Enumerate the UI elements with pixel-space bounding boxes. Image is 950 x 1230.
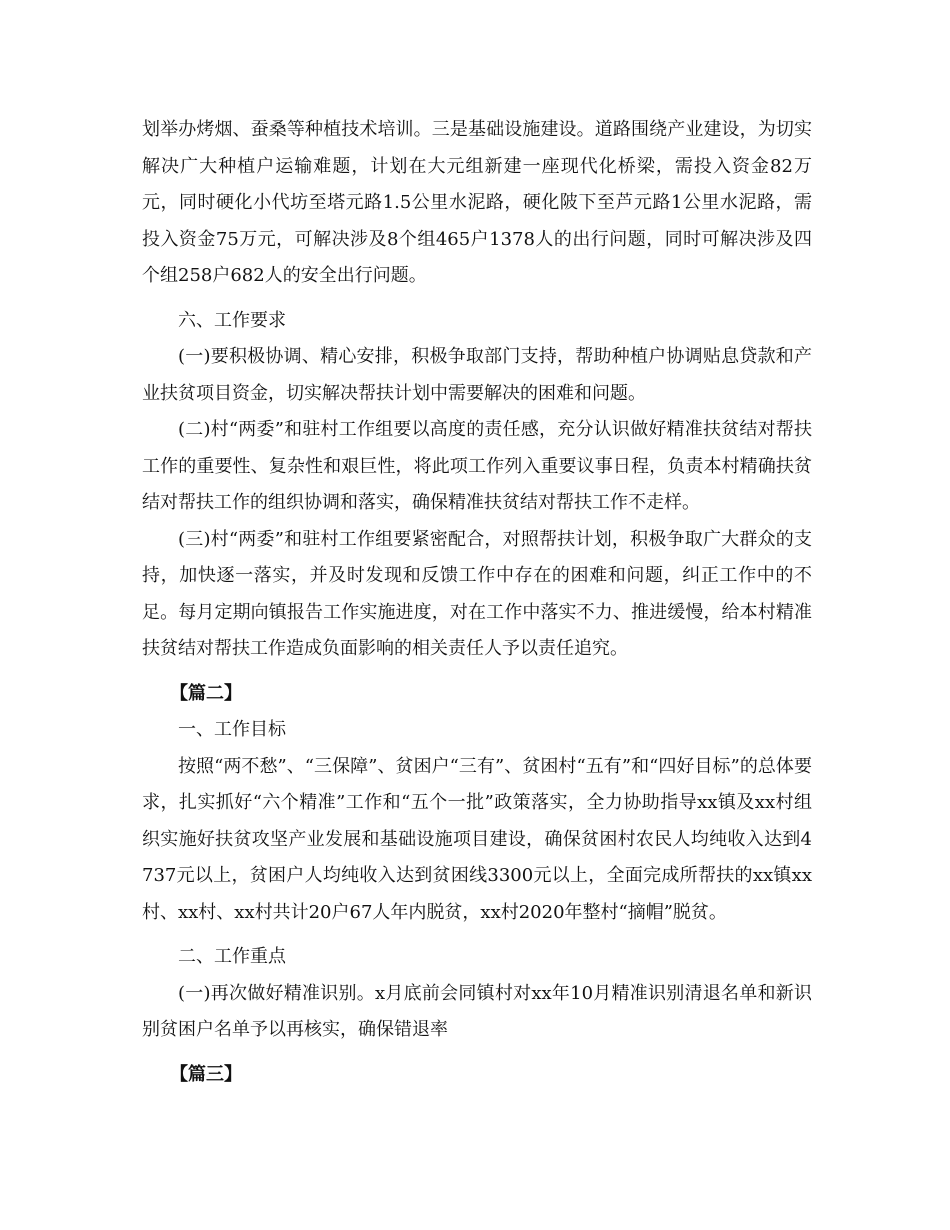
heading-work-goals: 一、工作目标 bbox=[178, 719, 286, 740]
paragraph-precise-identification: (一)再次做好精准识别。x月底前会同镇村对xx年10月精准识别清退名单和新识别贫困户名单予以再核实，确保错退率 bbox=[142, 982, 812, 1040]
section-title-part-two: 【篇二】 bbox=[170, 682, 242, 704]
heading-work-requirements: 六、工作要求 bbox=[178, 309, 286, 331]
paragraph-requirement-2: (二)村“两委”和驻村工作组要以高度的责任感，充分认识做好精准扶贫结对帮扶工作的重要性、复杂性和艰巨性，将此项工作列入重要议事日程，负责本村精确扶贫结对帮扶工作的组织协调和落实，确保精准扶贫结对帮扶工作不走样。 bbox=[142, 419, 812, 513]
document-body bbox=[142, 112, 812, 1093]
paragraph-infrastructure: 划举办烤烟、蚕桑等种植技术培训。三是基础设施建设。道路围绕产业建设，为切实解决广大种植户运输难题，计划在大元组新建一座现代化桥梁，需投入资金82万元，同时硬化小代坊至塔元路1.5公里水泥路，硬化陂下至芦元路1公里水泥路，需投入资金75万元，可解决涉及8个组465户1378人的出行问题，同时可解决涉及四个组258户682人的安全出行问题。 bbox=[142, 119, 812, 286]
paragraph-requirement-1: (一)要积极协调、精心安排，积极争取部门支持，帮助种植户协调贴息贷款和产业扶贫项目资金，切实解决帮扶计划中需要解决的困难和问题。 bbox=[142, 346, 812, 404]
heading-work-focus: 二、工作重点 bbox=[178, 946, 286, 967]
paragraph-work-goals: 按照“两不愁”、“三保障”、贫困户“三有”、贫困村“五有”和“四好目标”的总体要求，扎实抓好“六个精准”工作和“五个一批”政策落实，全力协助指导xx镇及xx村组织实施好扶贫攻坚产业发展和基础设施项目建设，确保贫困村农民人均纯收入达到4737元以上，贫困户人均纯收入达到贫困线3300元以上，全面完成所帮扶的xx镇xx村、xx村、xx村共计20户67人年内脱贫，xx村2020年整村“摘帽”脱贫。 bbox=[142, 755, 812, 923]
section-title-part-three: 【篇三】 bbox=[170, 1063, 242, 1085]
paragraph-requirement-3: (三)村“两委”和驻村工作组要紧密配合，对照帮扶计划，积极争取广大群众的支持，加快逐一落实，并及时发现和反馈工作中存在的困难和问题，纠正工作中的不足。每月定期向镇报告工作实施进度，对在工作中落实不力、推进缓慢，给本村精准扶贫结对帮扶工作造成负面影响的相关责任人予以责任追究。 bbox=[142, 528, 812, 659]
